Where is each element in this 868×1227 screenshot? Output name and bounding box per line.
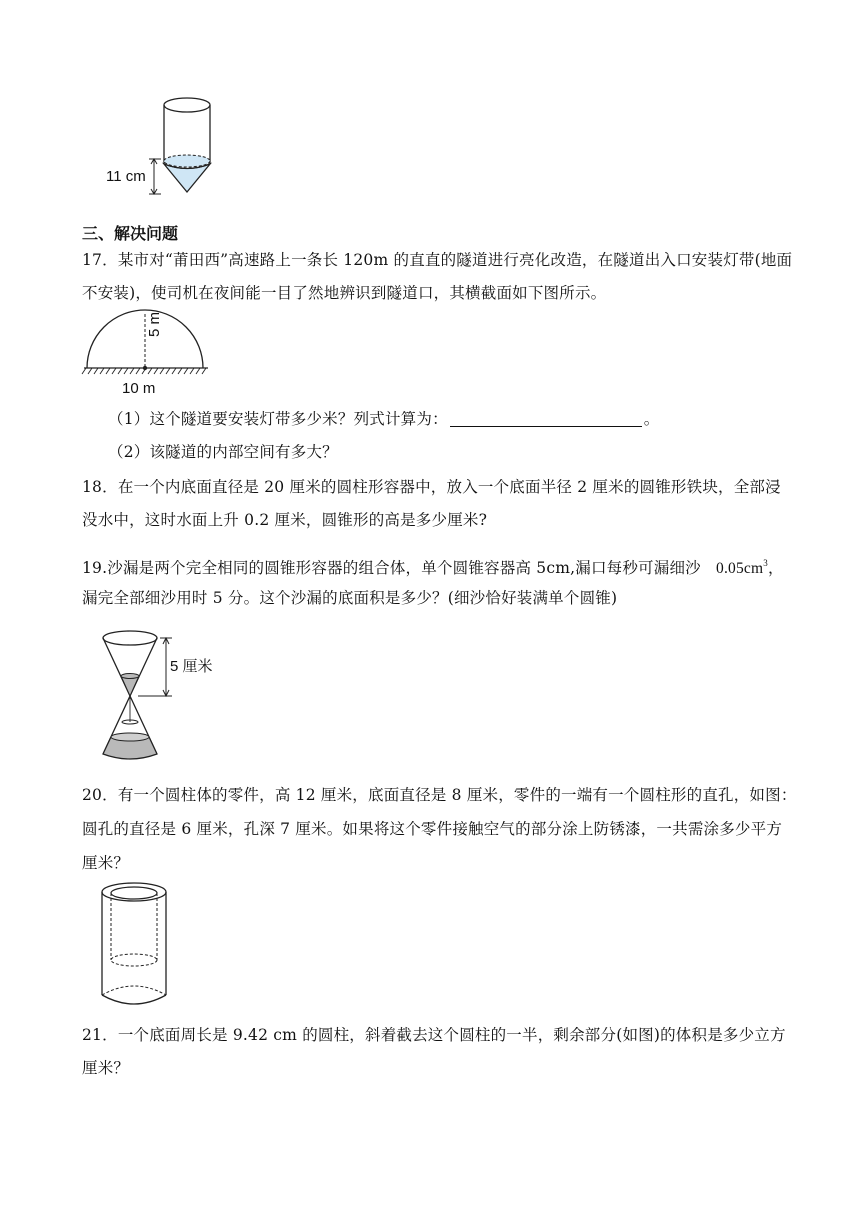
q18-line1: 18．在一个内底面直径是 20 厘米的圆柱形容器中，放入一个底面半径 2 厘米的圆锥形铁块，全部浸 — [82, 478, 781, 496]
q17-line2: 不安装)，使司机在夜间能一目了然地辨识到隧道口，其横截面如下图所示。 — [82, 284, 607, 302]
q20-line1: 20．有一个圆柱体的零件，高 12 厘米，底面直径是 8 厘米，零件的一端有一个圆柱形的直孔，如图： — [82, 786, 797, 804]
q17-sub1-suffix: 。 — [643, 410, 660, 428]
q19-line1-text: 19.沙漏是两个完全相同的圆锥形容器的组合体，单个圆锥容器高 5cm,漏口每秒可漏细沙 — [82, 559, 701, 577]
hourglass-height-label: 5 厘米 — [170, 658, 213, 675]
cylinder-cone-figure — [105, 95, 215, 205]
q21-line1: 21．一个底面周长是 9.42 cm 的圆柱，斜着截去这个圆柱的一半，剩余部分(如图)的体积是多少立方 — [82, 1026, 786, 1044]
tunnel-height-label: 5 m — [146, 311, 163, 337]
tunnel-width-label: 10 m — [122, 380, 156, 397]
q19-rate — [716, 560, 768, 577]
cylinder-height-label: 11 cm — [106, 168, 146, 185]
q17-sub1-prefix: （1）这个隧道要安装灯带多少米？列式计算为： — [108, 410, 448, 428]
q19-rate-exponent: 3 — [763, 558, 768, 568]
q19-rate-suffix: ， — [767, 559, 784, 577]
section-title: 三、解决问题 — [82, 224, 179, 243]
cylinder-with-hole-figure — [100, 880, 190, 1015]
q21-line2: 厘米？ — [82, 1059, 130, 1077]
q19-line2: 漏完全部细沙用时 5 分。这个沙漏的底面积是多少？(细沙恰好装满单个圆锥) — [82, 589, 618, 607]
q19-line1 — [82, 553, 784, 579]
q17-sub2: （2）该隧道的内部空间有多大？ — [108, 443, 338, 461]
q20-line2: 圆孔的直径是 6 厘米，孔深 7 厘米。如果将这个零件接触空气的部分涂上防锈漆，一共需涂多少平方 — [82, 820, 783, 838]
q17-sub1 — [108, 409, 659, 429]
q17-line1: 17．某市对“莆田西”高速路上一条长 120m 的直直的隧道进行亮化改造，在隧道出入口安装灯带(地面 — [82, 251, 793, 269]
q17-answer-blank[interactable] — [450, 410, 642, 427]
q20-line3: 厘米？ — [82, 854, 130, 872]
q19-rate-value: 0.05cm — [716, 560, 764, 577]
q18-line2: 没水中，这时水面上升 0.2 厘米，圆锥形的高是多少厘米? — [82, 511, 488, 529]
hourglass-figure — [100, 628, 240, 768]
